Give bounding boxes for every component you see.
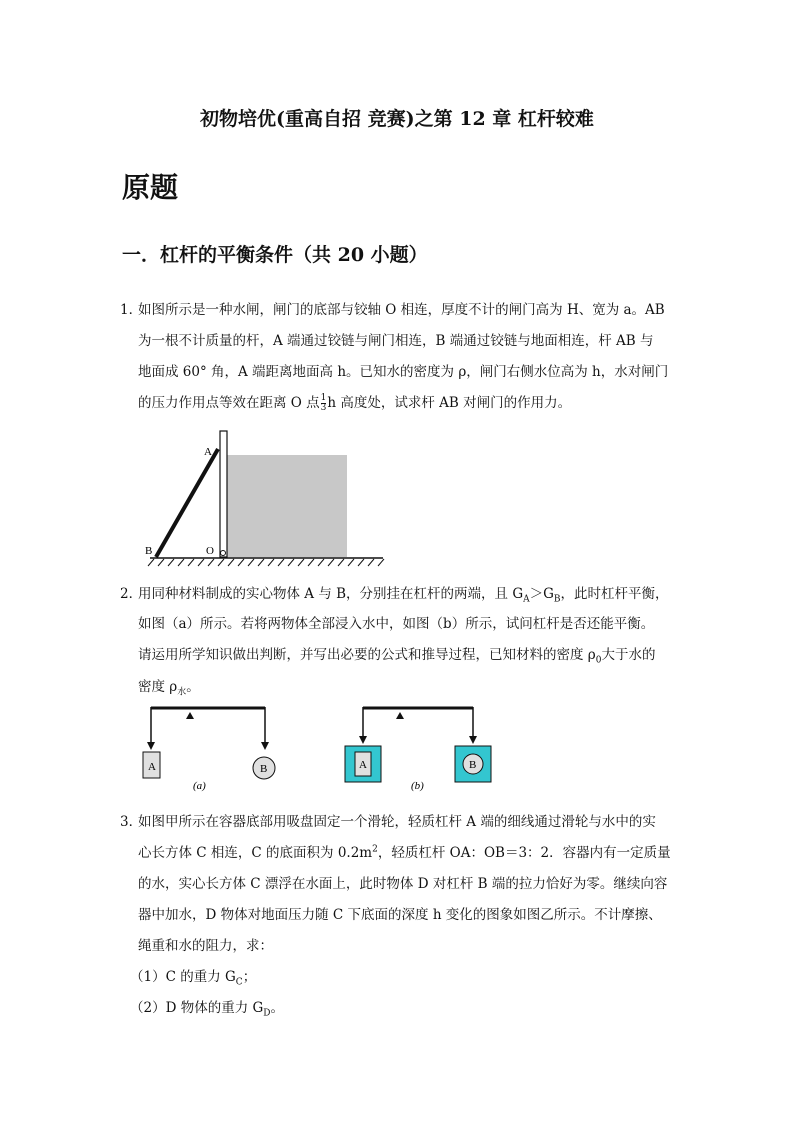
sub-question-2 — [130, 996, 284, 1019]
label-o: O — [206, 545, 214, 557]
question-number: 2． — [120, 586, 143, 602]
subscript: C — [235, 977, 243, 988]
superscript: 2 — [372, 844, 378, 855]
figure-levers — [135, 700, 505, 795]
gate — [220, 431, 227, 557]
fulcrum-a — [186, 712, 194, 719]
question-line: 如图甲所示在容器底部用吸盘固定一个滑轮，轻质杠杆 A 端的细线通过滑轮与水中的实 — [138, 814, 656, 830]
hinge-o — [221, 551, 226, 556]
question-line: 如图所示是一种水闸，闸门的底部与铰轴 O 相连，厚度不计的闸门高为 H、宽为 a。AB — [138, 302, 665, 318]
sub-question-1 — [130, 965, 256, 988]
caption-b: (b) — [411, 780, 424, 792]
text-part: ； — [242, 969, 257, 985]
question-line — [138, 643, 655, 666]
text-part: （1）C 的重力 G — [130, 969, 236, 985]
heading-original-problems: 原题 — [122, 171, 179, 204]
text-part: 请运用所学知识做出判断，并写出必要的公式和推导过程，已知材料的密度 ρ — [138, 647, 596, 663]
text-part: 大于水的 — [601, 647, 656, 663]
text-part: 。 — [186, 679, 200, 695]
text-part: ＞G — [529, 586, 554, 602]
text-part: ，轻质杠杆 OA：OB＝3：2．容器内有一定质量 — [377, 845, 671, 861]
question-line — [138, 582, 669, 605]
text-part: 。 — [270, 1000, 284, 1016]
fulcrum-b — [396, 712, 404, 719]
figure-water-gate — [140, 425, 390, 570]
document-title: 初物培优(重高自招 竞赛)之第 12 章 杠杆较难 — [200, 108, 594, 130]
text-part: h 高度处，试求杆 AB 对闸门的作用力。 — [327, 395, 572, 411]
label-a: A — [204, 446, 212, 458]
caption-a: (a) — [193, 780, 206, 792]
subscript: B — [553, 594, 561, 605]
rod-ab — [156, 449, 218, 557]
subscript: A — [523, 594, 530, 605]
fraction-denominator: 3 — [320, 403, 327, 413]
fraction — [321, 394, 327, 413]
label-a: A — [148, 761, 156, 773]
text-part: 密度 ρ — [138, 679, 178, 695]
label-b: B — [145, 545, 153, 557]
question-line: 绳重和水的阻力，求： — [138, 938, 273, 954]
question-line: 如图（a）所示。若将两物体全部浸入水中，如图（b）所示，试问杠杆是否还能平衡。 — [138, 616, 655, 632]
subscript: D — [263, 1008, 271, 1019]
question-line — [138, 841, 671, 861]
section-heading: 一．杠杆的平衡条件（共 20 小题） — [122, 244, 428, 266]
question-line — [138, 391, 571, 413]
subscript: 水 — [177, 687, 187, 698]
text-part: 心长方体 C 相连，C 的底面积为 0.2m — [138, 845, 373, 861]
ground-hatch — [148, 559, 384, 566]
question-line: 为一根不计质量的杆，A 端通过铰链与闸门相连，B 端通过铰链与地面相连，杆 AB 与 — [138, 333, 654, 349]
label-b: B — [469, 759, 477, 771]
label-a: A — [359, 759, 367, 771]
label-b: B — [260, 763, 268, 775]
text-part: ，此时杠杆平衡， — [560, 586, 669, 602]
question-line: 器中加水，D 物体对地面压力随 C 下底面的深度 h 变化的图象如图乙所示。不计摩擦、 — [138, 907, 662, 923]
text-part: （2）D 物体的重力 G — [130, 1000, 264, 1016]
fraction-numerator: 1 — [320, 393, 327, 403]
text-part: 的压力作用点等效在距离 O 点 — [138, 395, 320, 411]
question-number: 1． — [120, 302, 143, 318]
question-number: 3． — [120, 814, 143, 830]
question-line: 的水，实心长方体 C 漂浮在水面上，此时物体 D 对杠杆 B 端的拉力恰好为零。继续向容 — [138, 876, 668, 892]
question-line — [138, 675, 200, 698]
subscript: 0 — [595, 655, 602, 666]
text-part: 用同种材料制成的实心物体 A 与 B，分别挂在杠杆的两端，且 G — [138, 586, 524, 602]
water-region — [227, 455, 347, 557]
question-line: 地面成 60° 角，A 端距离地面高 h。已知水的密度为 ρ，闸门右侧水位高为 h，水对闸门 — [138, 364, 669, 380]
